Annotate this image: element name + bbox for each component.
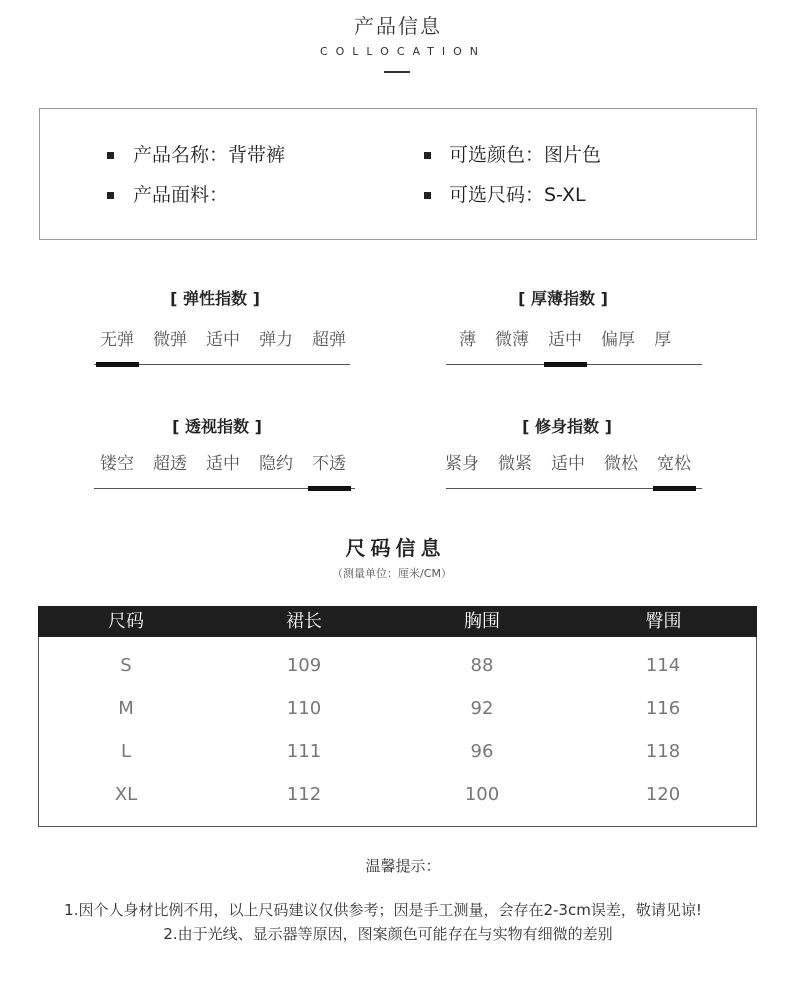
index-option: 紧身 xyxy=(445,454,479,474)
tips-line: 1.因个人身材比例不用，以上尺码建议仅供参考；因是手工测量，会存在2-3cm误差，敬请见谅! xyxy=(64,901,702,919)
table-cell: 111 xyxy=(286,741,322,762)
table-row xyxy=(38,730,756,773)
table-row xyxy=(38,773,756,816)
table-cell: S xyxy=(120,655,132,676)
table-cell: 109 xyxy=(286,655,322,676)
table-header xyxy=(38,606,757,637)
table-cell: 88 xyxy=(470,655,494,676)
column-header-size: 尺码 xyxy=(108,611,144,632)
index-option: 微弹 xyxy=(153,330,187,350)
thickness-index xyxy=(446,285,702,375)
size-unit-note: （测量单位：厘米/CM） xyxy=(332,567,452,580)
index-option: 适中 xyxy=(206,330,240,350)
size-section-title: 尺码信息 xyxy=(345,536,446,560)
index-options xyxy=(445,452,691,476)
index-title: [ 透视指数 ] xyxy=(172,417,262,436)
square-bullet-icon xyxy=(107,152,114,159)
index-option: 无弹 xyxy=(100,330,134,350)
product-info-box xyxy=(39,108,757,240)
title-divider xyxy=(384,71,410,73)
tips-title: 温馨提示： xyxy=(365,857,441,875)
size-table xyxy=(38,606,757,827)
index-option: 适中 xyxy=(548,330,582,350)
table-row xyxy=(38,644,756,687)
table-cell: 92 xyxy=(470,698,494,719)
page-title: 产品信息 xyxy=(354,14,442,38)
table-row xyxy=(38,687,756,730)
table-cell: L xyxy=(120,741,132,762)
product-size-range: 可选尺码：S-XL xyxy=(449,184,586,206)
square-bullet-icon xyxy=(424,152,431,159)
index-selected-marker xyxy=(544,362,587,367)
index-option: 超透 xyxy=(153,454,187,474)
column-header-bust: 胸围 xyxy=(464,611,500,632)
table-cell: 110 xyxy=(286,698,322,719)
product-color: 可选颜色：图片色 xyxy=(449,144,602,166)
index-option: 厚 xyxy=(654,330,671,350)
table-body xyxy=(38,637,757,827)
table-cell: XL xyxy=(114,784,138,805)
table-cell: 100 xyxy=(464,784,500,805)
index-options xyxy=(100,452,346,476)
product-name: 产品名称：背带裤 xyxy=(133,144,286,166)
table-cell: 96 xyxy=(470,741,494,762)
table-cell: 116 xyxy=(645,698,681,719)
index-title: [ 厚薄指数 ] xyxy=(518,289,608,308)
index-option: 弹力 xyxy=(259,330,293,350)
column-header-hip: 臀围 xyxy=(645,611,682,632)
table-cell: 112 xyxy=(286,784,322,805)
index-option: 适中 xyxy=(551,454,585,474)
square-bullet-icon xyxy=(107,192,114,199)
table-cell: 120 xyxy=(645,784,681,805)
index-option: 宽松 xyxy=(657,454,691,474)
table-cell: 118 xyxy=(645,741,681,762)
index-option: 镂空 xyxy=(100,454,134,474)
sheerness-index xyxy=(94,413,355,503)
elasticity-index xyxy=(94,285,350,375)
index-option: 隐约 xyxy=(259,454,293,474)
index-option: 微松 xyxy=(604,454,638,474)
fit-index xyxy=(446,413,702,503)
index-selected-marker xyxy=(96,362,139,367)
index-options xyxy=(100,328,346,352)
index-option: 微薄 xyxy=(495,330,529,350)
index-option: 薄 xyxy=(459,330,476,350)
index-options xyxy=(459,328,671,352)
index-title: [ 修身指数 ] xyxy=(522,417,612,436)
product-fabric: 产品面料： xyxy=(133,184,229,206)
table-cell: M xyxy=(118,698,134,719)
index-option: 超弹 xyxy=(312,330,346,350)
index-selected-marker xyxy=(653,486,696,491)
square-bullet-icon xyxy=(424,192,431,199)
index-title: [ 弹性指数 ] xyxy=(170,289,260,308)
tips-line: 2.由于光线、显示器等原因，图案颜色可能存在与实物有细微的差别 xyxy=(163,925,613,943)
index-option: 微紧 xyxy=(498,454,532,474)
index-option: 适中 xyxy=(206,454,240,474)
index-option: 不透 xyxy=(312,454,346,474)
index-option: 偏厚 xyxy=(601,330,635,350)
column-header-length: 裙长 xyxy=(286,611,322,632)
index-selected-marker xyxy=(308,486,351,491)
page-subtitle: COLLOCATION xyxy=(319,45,487,58)
table-cell: 114 xyxy=(645,655,681,676)
